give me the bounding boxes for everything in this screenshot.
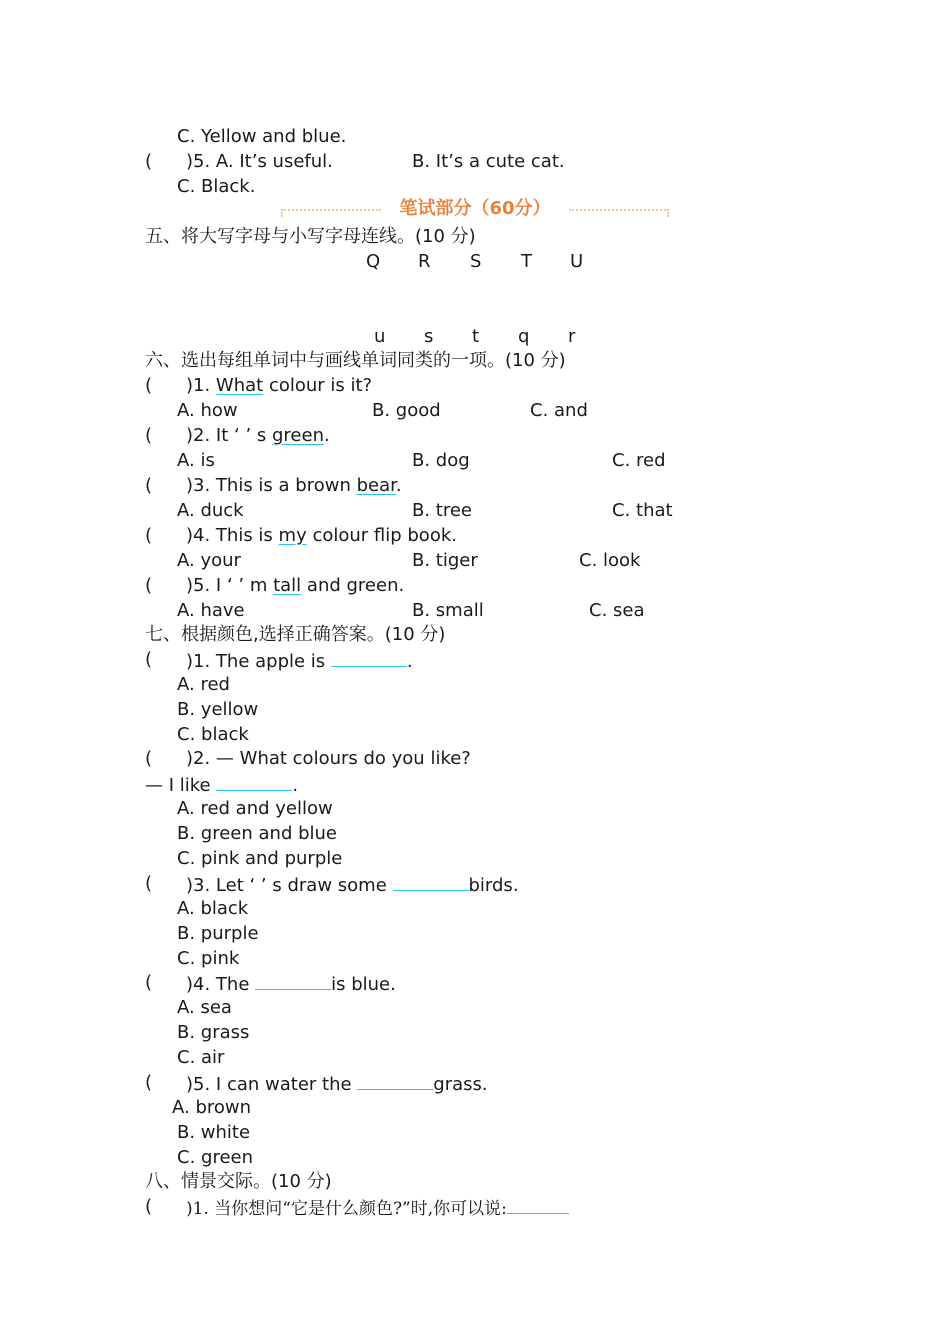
option-a: A. duck — [177, 500, 244, 521]
question-text: )2. — What colours do you like? — [186, 748, 471, 769]
option-c: C. air — [177, 1047, 225, 1068]
banner-title: 笔试部分（60分） — [399, 198, 551, 219]
option-a: A. brown — [172, 1097, 252, 1118]
answer-paren[interactable]: ( — [145, 1196, 153, 1217]
option-b: B. tree — [412, 500, 473, 521]
option-a: A. have — [177, 600, 245, 621]
uppercase-letter[interactable]: T — [521, 251, 532, 272]
option-a: A. red and yellow — [177, 798, 333, 819]
option-a: A. sea — [177, 997, 232, 1018]
fill-blank[interactable] — [393, 872, 469, 891]
answer-paren[interactable]: ( — [145, 1072, 153, 1093]
option-b: B. small — [412, 600, 484, 621]
option-b: B. green and blue — [177, 823, 337, 844]
answer-paren[interactable]: ( — [145, 972, 153, 993]
question-text: )3. Let ‘ ’ s draw some birds. — [186, 872, 519, 896]
option-a: A. black — [177, 898, 249, 919]
answer-paren[interactable]: ( — [145, 873, 153, 894]
option-c: C. that — [612, 500, 673, 521]
answer-paren[interactable]: ( — [145, 649, 153, 670]
question-text: )1. 当你想问“它是什么颜色?”时,你可以说: — [186, 1195, 569, 1219]
option-a: A. your — [177, 550, 241, 571]
fill-blank[interactable] — [255, 971, 331, 990]
answer-paren[interactable]: ( — [145, 475, 153, 496]
answer-paren[interactable]: ( — [145, 425, 153, 446]
uppercase-letter[interactable]: R — [418, 251, 431, 272]
answer-paren[interactable]: ( — [145, 748, 153, 769]
banner-left-dots — [281, 209, 381, 211]
option-a: A. how — [177, 400, 238, 421]
lowercase-letter[interactable]: r — [568, 326, 576, 347]
section-6-heading: 六、选出每组单词中与画线单词同类的一项。(10 分) — [145, 350, 566, 371]
underlined-word: tall — [273, 575, 302, 596]
option-c: C. look — [579, 550, 641, 571]
question-text: )5. I ‘ ’ m tall and green. — [186, 575, 405, 596]
option-b: B. dog — [412, 450, 470, 471]
question-text: )5. I can water the grass. — [186, 1071, 488, 1095]
option-a: A. is — [177, 450, 215, 471]
underlined-word: green — [272, 425, 324, 446]
question-text: )1. The apple is . — [186, 648, 413, 672]
option-b: B. purple — [177, 923, 259, 944]
lowercase-letter[interactable]: t — [472, 326, 480, 347]
underlined-word: bear — [356, 475, 396, 496]
fill-blank[interactable] — [507, 1195, 569, 1214]
question-text: )4. The is blue. — [186, 971, 396, 995]
option-b: B. white — [177, 1122, 251, 1143]
option-a: A. red — [177, 674, 230, 695]
lowercase-letter[interactable]: u — [374, 326, 386, 347]
option-c: C. sea — [589, 600, 645, 621]
section-8-heading: 八、情景交际。(10 分) — [145, 1171, 332, 1192]
lowercase-letter[interactable]: s — [424, 326, 434, 347]
section-5-heading: 五、将大写字母与小写字母连线。(10 分) — [145, 226, 476, 247]
fill-blank[interactable] — [357, 1071, 433, 1090]
fill-blank[interactable] — [216, 772, 292, 791]
question-text: )2. It ‘ ’ s green. — [186, 425, 330, 446]
answer-paren[interactable]: ( — [145, 525, 153, 546]
banner-right-tick — [667, 209, 669, 217]
question-text-line2: — I like . — [145, 772, 298, 796]
uppercase-letter[interactable]: S — [470, 251, 482, 272]
option-c: C. pink and purple — [177, 848, 343, 869]
listening-q5-option-b: B. It’s a cute cat. — [412, 151, 565, 172]
option-c: C. red — [612, 450, 666, 471]
section-7-heading: 七、根据颜色,选择正确答案。(10 分) — [145, 624, 446, 645]
underlined-word: What — [215, 375, 264, 396]
question-text: )4. This is my colour flip book. — [186, 525, 457, 546]
written-part-banner — [281, 196, 669, 222]
option-c: C. black — [177, 724, 249, 745]
option-b: B. good — [372, 400, 441, 421]
uppercase-letter[interactable]: U — [570, 251, 584, 272]
answer-paren[interactable]: ( — [145, 375, 153, 396]
listening-q5-option-c: C. Black. — [177, 176, 256, 197]
option-c: C. and — [530, 400, 588, 421]
prev-question-option-c: C. Yellow and blue. — [177, 126, 347, 147]
option-b: B. grass — [177, 1022, 250, 1043]
option-c: C. green — [177, 1147, 253, 1168]
option-c: C. pink — [177, 948, 240, 969]
banner-right-dots — [569, 209, 669, 211]
question-text: )3. This is a brown bear. — [186, 475, 402, 496]
option-b: B. tiger — [412, 550, 478, 571]
fill-blank[interactable] — [331, 648, 407, 667]
option-b: B. yellow — [177, 699, 259, 720]
underlined-word: my — [278, 525, 307, 546]
answer-paren[interactable]: ( — [145, 575, 153, 596]
uppercase-letter[interactable]: Q — [366, 251, 381, 272]
lowercase-letter[interactable]: q — [518, 326, 530, 347]
listening-q5-text: )5. A. It’s useful. — [186, 151, 333, 172]
answer-paren[interactable]: ( — [145, 151, 153, 172]
question-text: )1. What colour is it? — [186, 375, 373, 396]
